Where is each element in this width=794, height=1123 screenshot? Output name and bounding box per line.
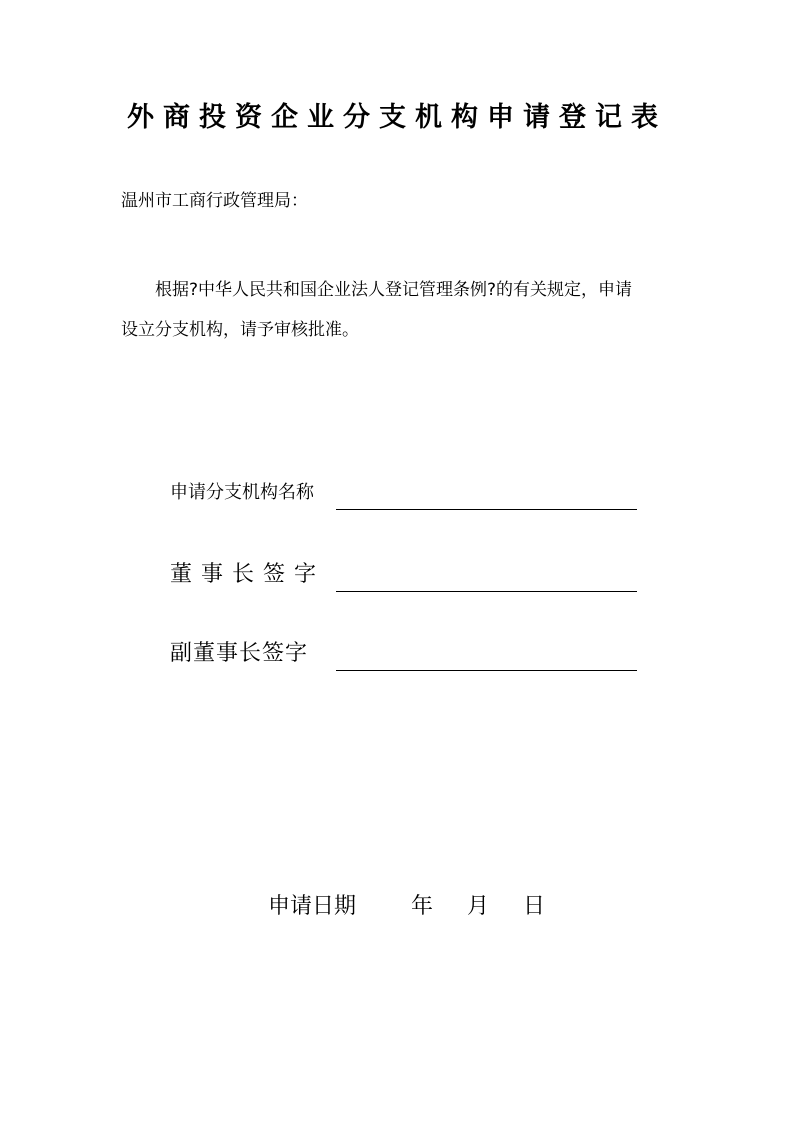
form-title: 外商投资企业分支机构申请登记表 [127, 102, 667, 133]
branch-name-field [170, 470, 640, 510]
chairman-signature-field [170, 552, 640, 592]
chairman-signature-label: 董事长签字 [170, 562, 326, 587]
branch-name-input-line[interactable] [336, 509, 637, 510]
statement-line-1: 根据?中华人民共和国企业法人登记管理条例?的有关规定，申请 [155, 280, 633, 300]
date-day-label: 日 [523, 894, 546, 919]
vice-chairman-signature-field [170, 631, 640, 671]
addressee: 温州市工商行政管理局： [121, 191, 308, 211]
application-date [268, 892, 545, 922]
statement-line-2: 设立分支机构，请予审核批准。 [121, 320, 359, 340]
vice-chairman-signature-line[interactable] [336, 670, 637, 671]
date-month-label: 月 [467, 894, 490, 919]
chairman-signature-line[interactable] [336, 591, 637, 592]
date-label: 申请日期 [268, 894, 357, 919]
date-year-label: 年 [411, 894, 434, 919]
vice-chairman-signature-label: 副董事长签字 [170, 641, 309, 666]
application-statement [121, 270, 681, 350]
branch-name-label: 申请分支机构名称 [170, 482, 314, 503]
